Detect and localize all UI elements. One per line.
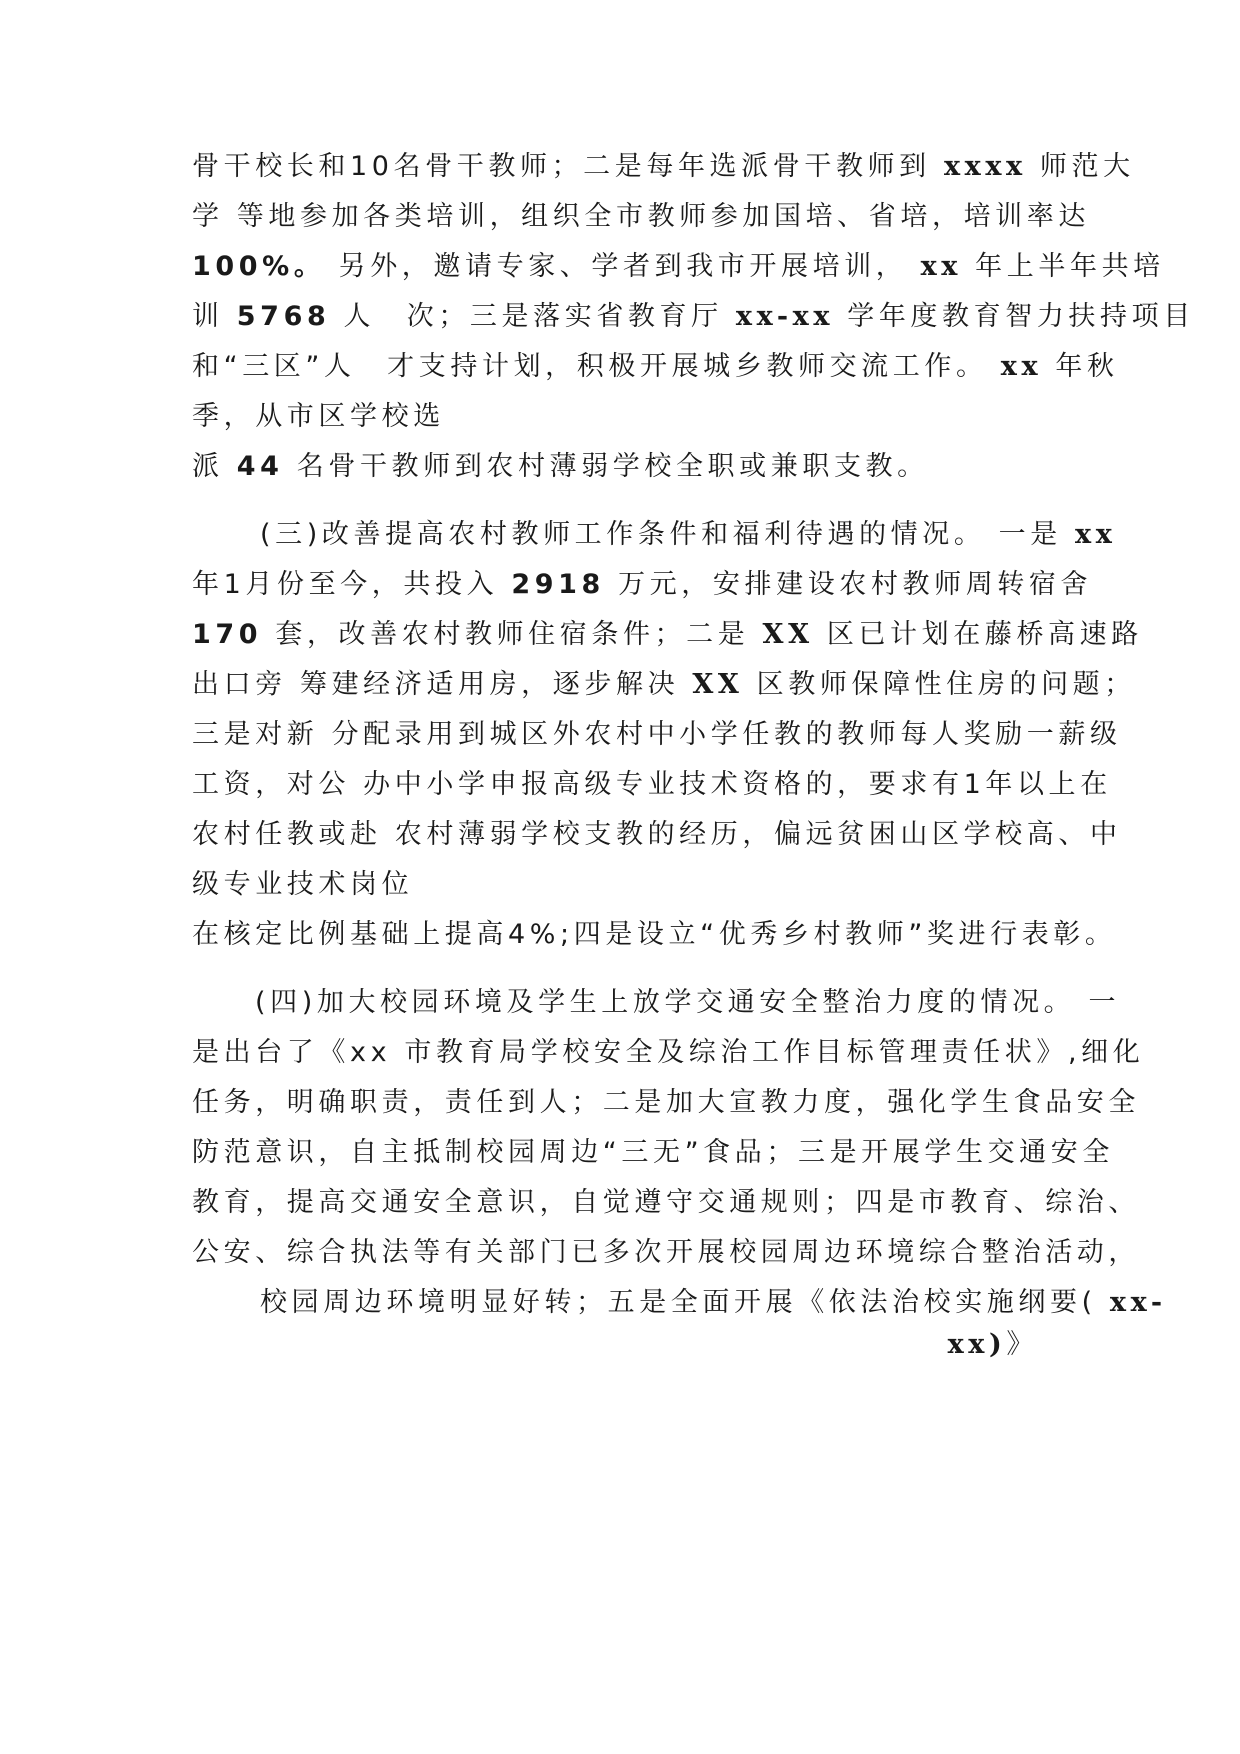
text-line: xx)》 xyxy=(947,1329,1038,1360)
text-line: 出口旁 筹建经济适用房，逐步解决 XX 区教师保障性住房的问题； xyxy=(192,669,1136,700)
section-4-heading-line: (四)加大校园环境及学生上放学交通安全整治力度的情况。 一 xyxy=(255,987,1121,1018)
text-line: 季，从市区学校选 xyxy=(192,401,445,432)
section-3-heading-line: (三)改善提高农村教师工作条件和福利待遇的情况。 一是 xx xyxy=(260,519,1117,550)
text-line: 学 等地参加各类培训，组织全市教师参加国培、省培，培训率达 xyxy=(192,201,1090,232)
text-line: 年1月份至今，共投入 2918 万元，安排建设农村教师周转宿舍 xyxy=(192,569,1093,600)
text-line: 工资，对公 办中小学申报高级专业技术资格的，要求有1年以上在 xyxy=(192,769,1112,800)
text-line: 校园周边环境明显好转；五是全面开展《依法治校实施纲要( xx- xyxy=(260,1287,1167,1318)
text-line: 170 套，改善农村教师住宿条件；二是 XX 区已计划在藤桥高速路 xyxy=(192,619,1143,650)
text-line: 公安、综合执法等有关部门已多次开展校园周边环境综合整治活动， xyxy=(192,1237,1140,1268)
text-line: 级专业技术岗位 xyxy=(192,869,414,900)
text-line: 防范意识，自主抵制校园周边“三无”食品；三是开展学生交通安全 xyxy=(192,1137,1114,1168)
text-line: 是出台了《xx 市教育局学校安全及综治工作目标管理责任状》,细化 xyxy=(192,1037,1145,1068)
text-line: 派 44 名骨干教师到农村薄弱学校全职或兼职支教。 xyxy=(192,451,929,482)
text-line: 任务，明确职责，责任到人；二是加大宣教力度，强化学生食品安全 xyxy=(192,1087,1140,1118)
text-line: 100%。 另外，邀请专家、学者到我市开展培训， xx 年上半年共培 xyxy=(192,251,1165,282)
text-line: 三是对新 分配录用到城区外农村中小学任教的教师每人奖励一薪级 xyxy=(192,719,1122,750)
text-line: 骨干校长和10名骨干教师；二是每年选派骨干教师到 xxxx 师范大 xyxy=(192,151,1135,182)
text-line: 和“三区”人 才支持计划，积极开展城乡教师交流工作。 xx 年秋 xyxy=(192,351,1119,382)
text-line: 教育，提高交通安全意识，自觉遵守交通规则；四是市教育、综治、 xyxy=(192,1187,1140,1218)
text-line: 训 5768 人 次；三是落实省教育厅 xx-xx 学年度教育智力扶持项目 xyxy=(192,301,1195,332)
text-line: 农村任教或赴 农村薄弱学校支教的经历，偏远贫困山区学校高、中 xyxy=(192,819,1122,850)
text-line: 在核定比例基础上提高4%;四是设立“优秀乡村教师”奖进行表彰。 xyxy=(192,919,1117,950)
